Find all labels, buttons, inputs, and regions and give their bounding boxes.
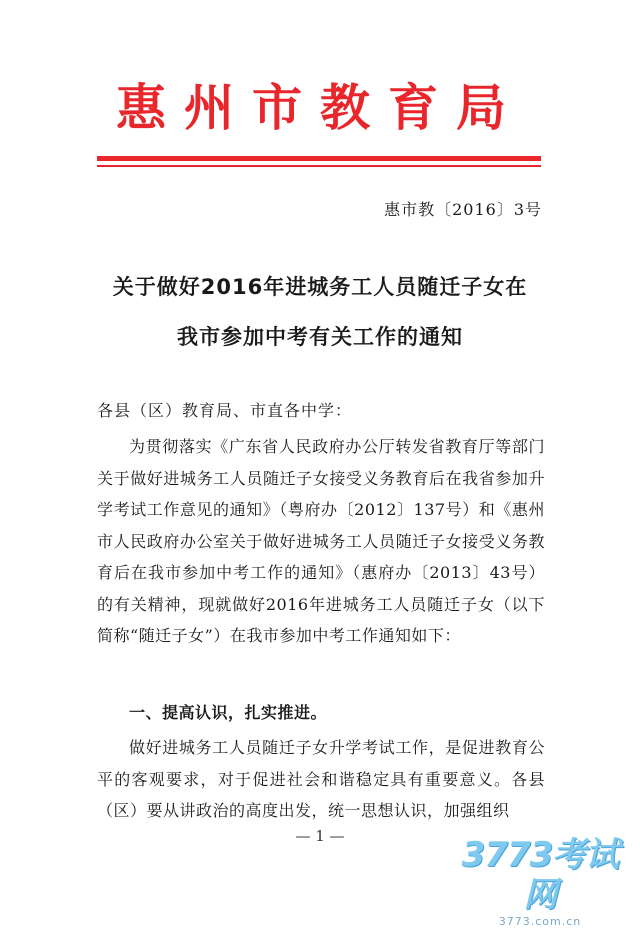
- watermark-logo: 3773考试网: [461, 835, 619, 915]
- addressee: 各县（区）教育局、市直各中学：: [97, 401, 353, 420]
- agency-title: 惠州市教育局: [116, 78, 524, 137]
- body-paragraph-2: 做好进城务工人员随迁子女升学考试工作，是促进教育公平的客观要求，对于促进社会和谐稳定具有重要意义。各县（区）要从讲政治的高度出发，统一思想认识，加强组织: [97, 738, 545, 820]
- header-rule-thin: [97, 165, 541, 167]
- watermark-url: 3773.com.cn: [498, 915, 582, 928]
- document-title-line-2: 我市参加中考有关工作的通知: [177, 325, 463, 349]
- section-heading-1: 一、提高认识，扎实推进。: [129, 703, 328, 722]
- header-rule-thick: [97, 156, 541, 161]
- site-watermark: [460, 835, 620, 928]
- page-number: — 1 —: [295, 827, 345, 845]
- body-paragraph-1: 为贯彻落实《广东省人民政府办公厅转发省教育厅等部门关于做好进城务工人员随迁子女接受义务教育后在我省参加升学考试工作意见的通知》（粤府办〔2012〕137号）和《惠州市人民政府办公室关于做好进城务工人员随迁子女接受义务教育后在我市参加中考工作的通知》（惠府办〔2013〕43号）的有关精神，现就做好2016年进城务工人员随迁子女（以下简称“随迁子女”）在我市参加中考工作通知如下：: [97, 437, 545, 645]
- document-title-line-1: 关于做好2016年进城务工人员随迁子女在: [112, 275, 528, 299]
- document-number: 惠市教〔2016〕3号: [384, 200, 542, 219]
